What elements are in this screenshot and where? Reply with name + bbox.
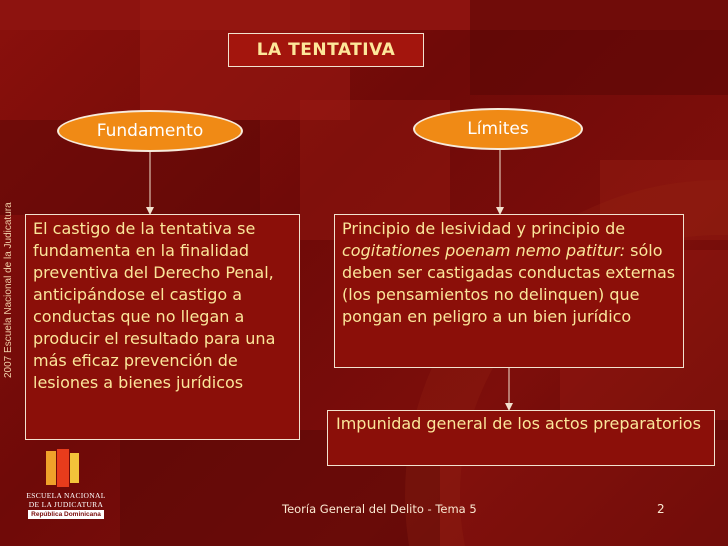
impunidad-text-box: Impunidad general de los actos preparatorios	[327, 410, 715, 466]
logo-emblem-icon	[44, 447, 82, 489]
node-fundamento: Fundamento	[57, 110, 243, 152]
limites-text-part1: Principio de lesividad y principio de	[342, 219, 626, 238]
logo-line2: DE LA JUDICATURA	[28, 500, 104, 509]
fundamento-text-box: El castigo de la tentativa se fundamenta en la finalidad preventiva del Derecho Penal, anticipándose el castigo a conductas que no llegan a producir el resultado para una más eficaz prevención de lesiones a bienes jurídicos	[25, 214, 300, 440]
page-number: 2	[657, 502, 665, 516]
limites-text-italic: cogitationes poenam nemo patitur:	[342, 241, 626, 260]
slide-title: LA TENTATIVA	[228, 33, 424, 67]
side-label: 2007 Escuela Nacional de la Judicatura	[3, 202, 14, 378]
logo-line1: ESCUELA NACIONAL	[26, 491, 106, 500]
node-limites: Límites	[413, 108, 583, 150]
institution-logo	[24, 447, 108, 521]
limites-text-part2: sólo deben ser castigadas conductas externas (los pensamientos no delinquen) que pongan en peligro a un bien jurídico	[342, 241, 676, 326]
logo-line3: República Dominicana	[28, 510, 104, 519]
limites-text-box	[334, 214, 684, 368]
footer-text: Teoría General del Delito - Tema 5	[282, 502, 477, 516]
